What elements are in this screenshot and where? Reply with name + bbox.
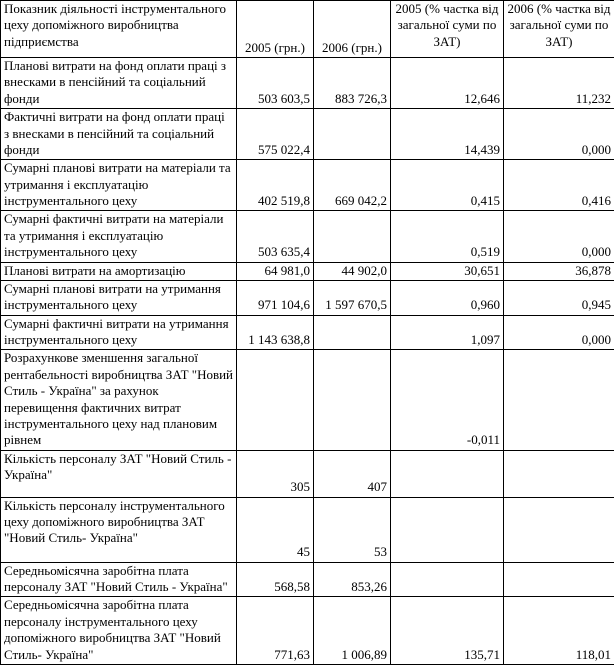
cell-2005-grn: 64 981,0 <box>237 262 314 280</box>
cell-2006-pct: 0,416 <box>504 160 614 211</box>
row-label: Планові витрати на фонд оплати праці з внесками в пенсійний та соціальний фонди <box>1 58 237 109</box>
row-label: Розрахункове зменшення загальної рентабельності виробництва ЗАТ "Новий Стиль - Україна" за рахунок перевищення фактичних витрат інструментального цеху над плановим рівнем <box>1 350 237 450</box>
table-row <box>1 262 614 280</box>
table-row <box>1 109 614 160</box>
cell-2006-pct <box>504 497 614 562</box>
cell-2006-grn: 669 042,2 <box>314 160 391 211</box>
cell-2005-pct: 12,646 <box>391 58 504 109</box>
row-label: Кількість персоналу інструментального цеху допоміжного виробництва ЗАТ "Новий Стиль- Україна" <box>1 497 237 562</box>
row-label: Планові витрати на амортизацію <box>1 262 237 280</box>
cell-2006-grn: 1 006,89 <box>314 597 391 665</box>
row-label: Кількість персоналу ЗАТ "Новий Стиль - Україна" <box>1 450 237 497</box>
cell-2006-pct: 118,01 <box>504 597 614 665</box>
cell-2005-pct <box>391 497 504 562</box>
cell-2005-pct: 30,651 <box>391 262 504 280</box>
cell-2006-pct: 0,000 <box>504 211 614 262</box>
cell-2006-pct <box>504 562 614 597</box>
table-row <box>1 497 614 562</box>
cell-2005-pct: 0,519 <box>391 211 504 262</box>
cell-2005-grn: 575 022,4 <box>237 109 314 160</box>
cell-2005-pct: 1,097 <box>391 315 504 350</box>
cell-2006-grn: 1 597 670,5 <box>314 280 391 315</box>
cell-2006-pct: 0,000 <box>504 109 614 160</box>
cell-2005-pct: 14,439 <box>391 109 504 160</box>
cell-2006-grn: 53 <box>314 497 391 562</box>
cell-2006-grn <box>314 211 391 262</box>
cell-2006-pct: 11,232 <box>504 58 614 109</box>
header-indicator: Показник діяльності інструментального цеху допоміжного виробництва підприємства <box>1 1 237 58</box>
row-label: Сумарні планові витрати на матеріали та утримання і експлуатацію інструментального цеху <box>1 160 237 211</box>
row-label: Середньомісячна заробітна плата персоналу інструментального цеху допоміжного виробництва ЗАТ "Новий Стиль- Україна" <box>1 597 237 665</box>
cell-2005-grn: 45 <box>237 497 314 562</box>
header-2006-pct: 2006 (% частка від загальної суми по ЗАТ) <box>504 1 614 58</box>
cell-2006-grn: 883 726,3 <box>314 58 391 109</box>
cell-2005-grn: 503 635,4 <box>237 211 314 262</box>
cell-2005-pct: 0,960 <box>391 280 504 315</box>
header-2005-grn: 2005 (грн.) <box>237 1 314 58</box>
cell-2005-grn: 1 143 638,8 <box>237 315 314 350</box>
cell-2005-grn: 305 <box>237 450 314 497</box>
cell-2006-pct: 0,000 <box>504 315 614 350</box>
cell-2006-grn: 407 <box>314 450 391 497</box>
header-2006-grn: 2006 (грн.) <box>314 1 391 58</box>
header-2005-pct: 2005 (% частка від загальної суми по ЗАТ) <box>391 1 504 58</box>
row-label: Середньомісячна заробітна плата персоналу ЗАТ "Новий Стиль - Україна" <box>1 562 237 597</box>
table-row <box>1 211 614 262</box>
cell-2005-grn: 771,63 <box>237 597 314 665</box>
cell-2005-pct: 135,71 <box>391 597 504 665</box>
table-row <box>1 315 614 350</box>
cell-2005-pct <box>391 450 504 497</box>
table-row <box>1 160 614 211</box>
cell-2006-pct <box>504 450 614 497</box>
cell-2006-grn <box>314 315 391 350</box>
table-row <box>1 562 614 597</box>
cell-2005-pct <box>391 562 504 597</box>
cell-2006-grn: 853,26 <box>314 562 391 597</box>
table-row <box>1 450 614 497</box>
cell-2005-grn: 503 603,5 <box>237 58 314 109</box>
row-label: Фактичні витрати на фонд оплати праці з внесками в пенсійний та соціальний фонди <box>1 109 237 160</box>
table-header-row <box>1 1 614 58</box>
table-row <box>1 350 614 450</box>
cell-2006-grn: 44 902,0 <box>314 262 391 280</box>
table-row <box>1 597 614 665</box>
table-row <box>1 58 614 109</box>
cell-2005-pct: -0,011 <box>391 350 504 450</box>
cell-2005-grn: 971 104,6 <box>237 280 314 315</box>
cell-2005-grn: 402 519,8 <box>237 160 314 211</box>
row-label: Сумарні фактичні витрати на матеріали та утримання і експлуатацію інструментального цеху <box>1 211 237 262</box>
row-label: Сумарні фактичні витрати на утримання інструментального цеху <box>1 315 237 350</box>
row-label: Сумарні планові витрати на утримання інструментального цеху <box>1 280 237 315</box>
cell-2005-pct: 0,415 <box>391 160 504 211</box>
table-row <box>1 280 614 315</box>
cell-2006-pct: 0,945 <box>504 280 614 315</box>
cell-2006-grn <box>314 109 391 160</box>
cell-2006-pct: 36,878 <box>504 262 614 280</box>
cell-2005-grn <box>237 350 314 450</box>
cell-2006-grn <box>314 350 391 450</box>
cell-2006-pct <box>504 350 614 450</box>
cell-2005-grn: 568,58 <box>237 562 314 597</box>
